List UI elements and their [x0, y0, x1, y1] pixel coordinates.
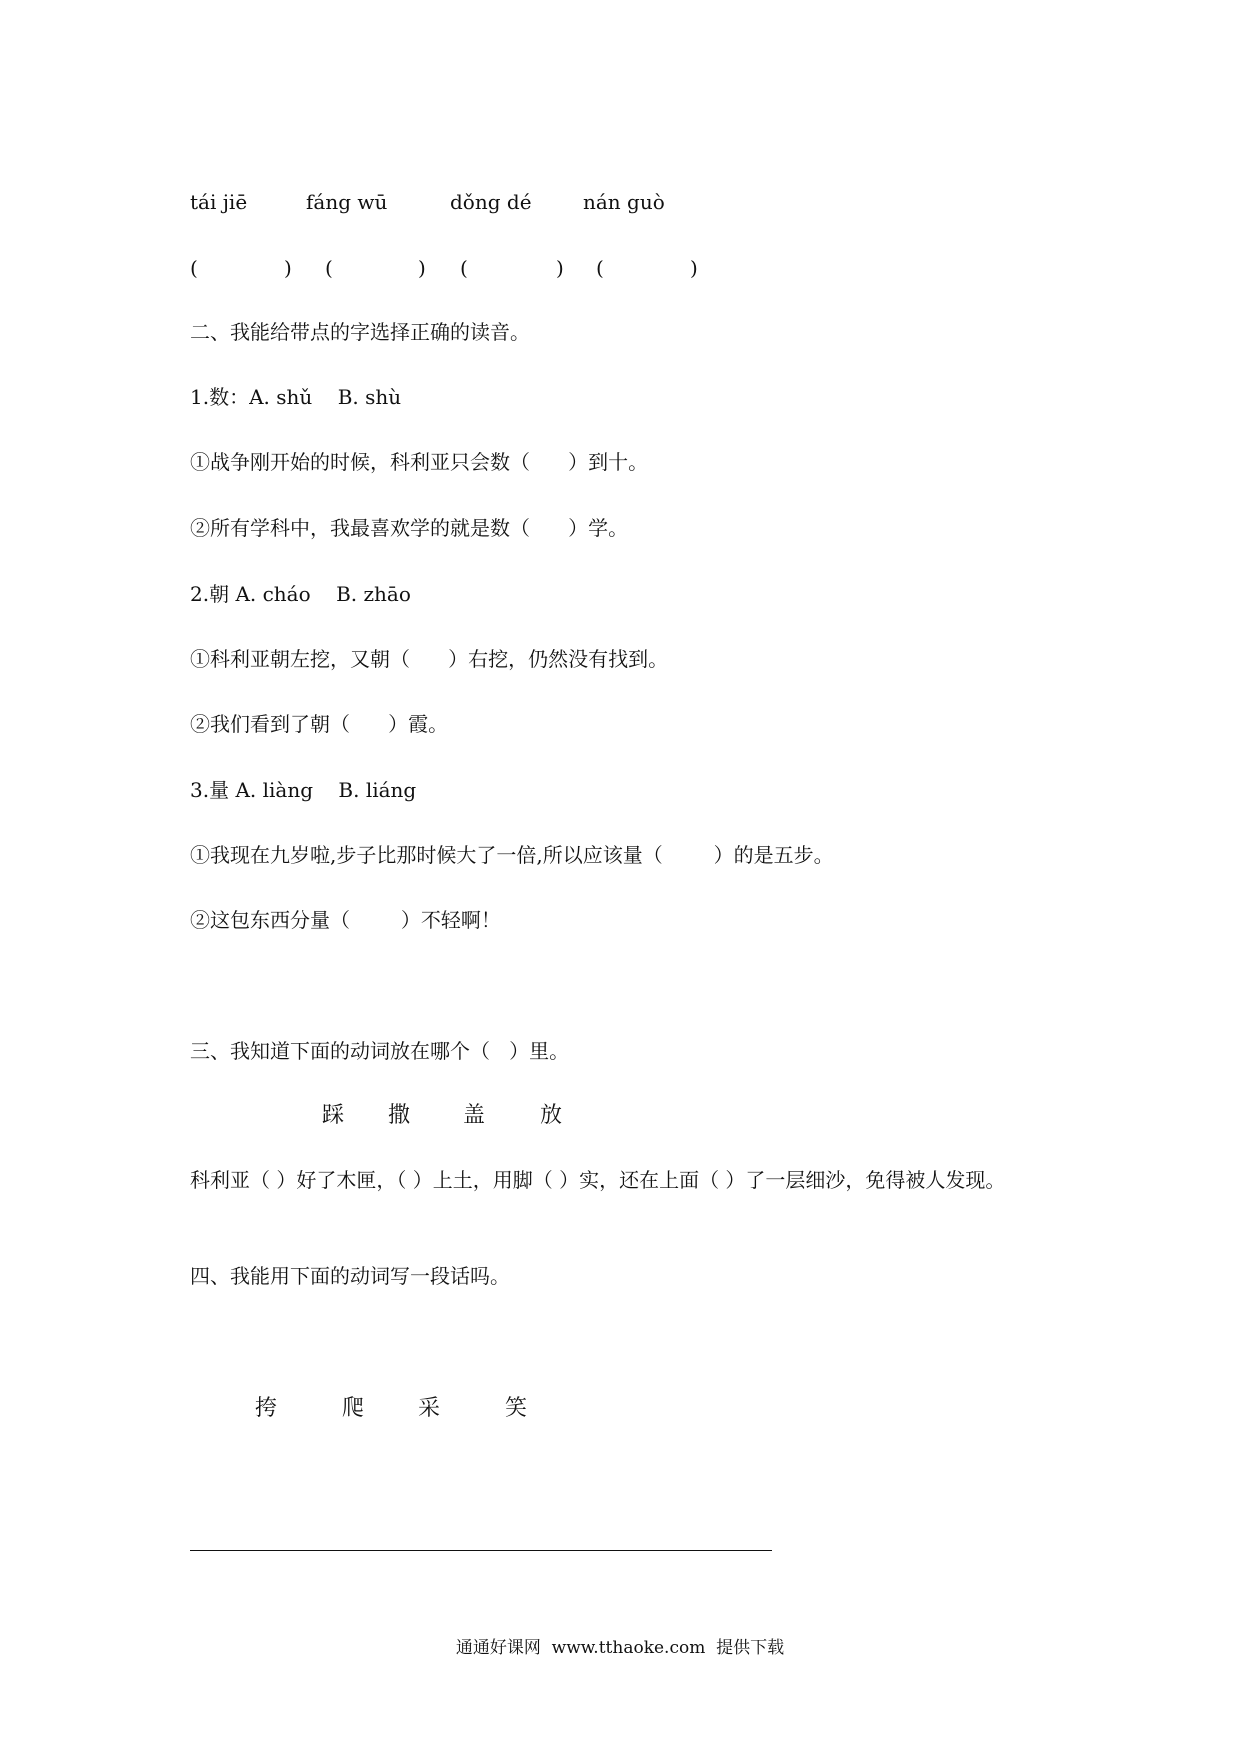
question-2-title: 2.朝 A. cháo B. zhāo [190, 582, 411, 606]
answer-paren-open-3: ( [460, 256, 468, 280]
question-2-item-1: ①科利亚朝左挖，又朝（ ）右挖，仍然没有找到。 [190, 647, 669, 671]
pinyin-1: tái jiē [190, 190, 248, 214]
section-3-heading: 三、我知道下面的动词放在哪个（ ）里。 [190, 1039, 570, 1063]
answer-paren-close-2: ) [418, 256, 426, 280]
writing-word-3: 采 [418, 1396, 441, 1421]
answer-paren-open-2: ( [325, 256, 333, 280]
question-2-item-2: ②我们看到了朝（ ）霞。 [190, 712, 449, 736]
pinyin-4: nán guò [583, 190, 665, 214]
verb-word-3: 盖 [463, 1103, 486, 1128]
answer-paren-open-4: ( [596, 256, 604, 280]
verb-word-4: 放 [540, 1103, 563, 1128]
page-footer: 通通好课网 www.tthaoke.com 提供下载 [455, 1638, 785, 1658]
question-3-title: 3.量 A. liàng B. liáng [190, 778, 417, 802]
question-1-item-1: ①战争刚开始的时候，科利亚只会数（ ）到十。 [190, 450, 649, 474]
writing-word-2: 爬 [342, 1396, 365, 1421]
question-3-item-2: ②这包东西分量（ ）不轻啊！ [190, 908, 501, 932]
answer-paren-close-3: ) [556, 256, 564, 280]
answer-paren-open-1: ( [190, 256, 198, 280]
writing-word-4: 笑 [505, 1396, 528, 1421]
question-1-title: 1.数：A. shǔ B. shù [190, 385, 402, 409]
section-4-heading: 四、我能用下面的动词写一段话吗。 [190, 1264, 510, 1288]
question-3-item-1: ①我现在九岁啦,步子比那时候大了一倍,所以应该量（ ）的是五步。 [190, 843, 834, 867]
writing-line [190, 1550, 772, 1551]
verb-word-1: 踩 [322, 1103, 345, 1128]
section-3-paragraph: 科利亚（ ）好了木匣，（ ）上土，用脚（ ）实，还在上面（ ）了一层细沙，免得被人发现。 [190, 1168, 1006, 1192]
answer-paren-close-4: ) [690, 256, 698, 280]
writing-word-1: 挎 [255, 1396, 278, 1421]
pinyin-3: dǒng dé [450, 190, 532, 214]
question-1-item-2: ②所有学科中，我最喜欢学的就是数（ ）学。 [190, 516, 629, 540]
pinyin-2: fáng wū [306, 190, 388, 214]
verb-word-2: 撒 [388, 1103, 411, 1128]
section-2-heading: 二、我能给带点的字选择正确的读音。 [190, 320, 530, 344]
answer-paren-close-1: ) [284, 256, 292, 280]
